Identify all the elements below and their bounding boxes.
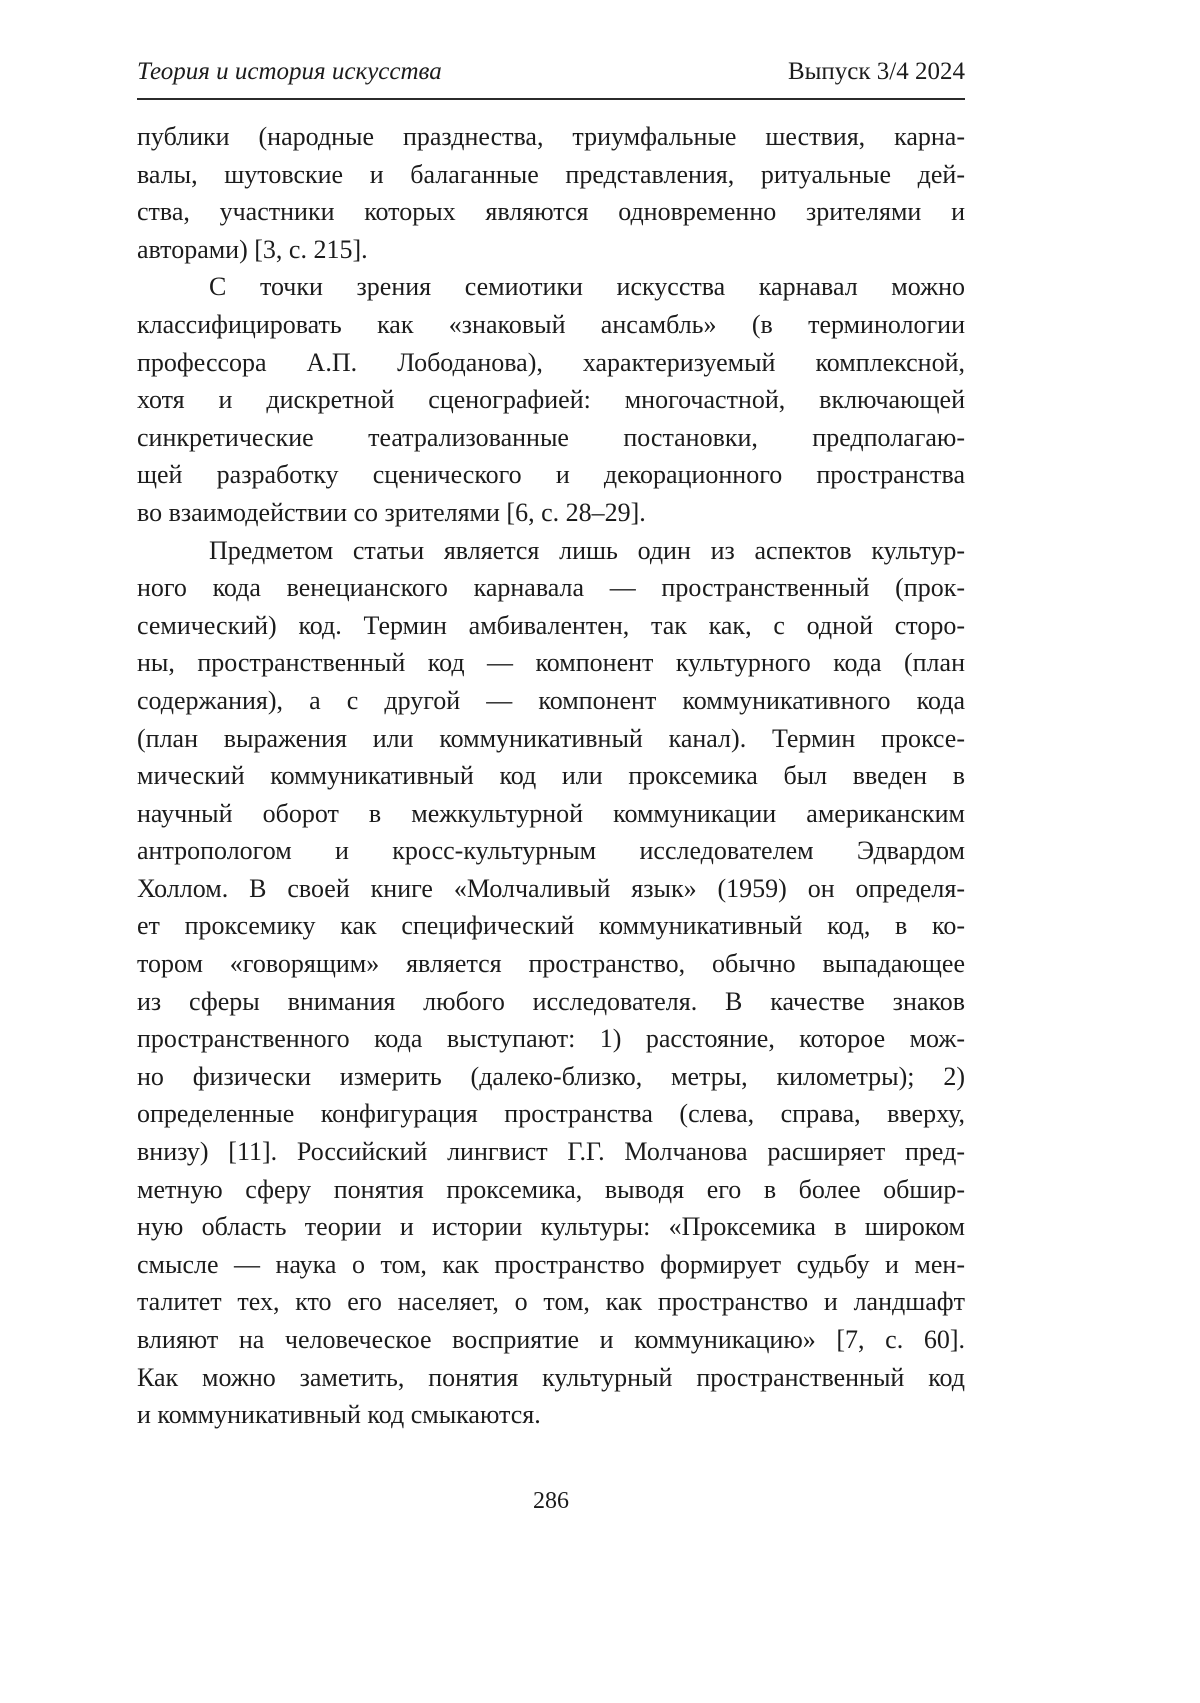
text-line: Холлом. В своей книге «Молчаливый язык» (1959) он определя-	[137, 873, 965, 903]
text-line: содержания), а с другой — компонент коммуникативного кода	[137, 685, 965, 715]
text-line: внизу) [11]. Российский лингвист Г.Г. Молчанова расширяет пред-	[137, 1137, 965, 1167]
header-rule	[137, 98, 965, 100]
text-line: Как можно заметить, понятия культурный пространственный код	[137, 1362, 965, 1392]
text-line: хотя и дискретной сценографией: многочастной, включающей	[137, 385, 965, 415]
text-line: С точки зрения семиотики искусства карнавал можно	[209, 272, 965, 302]
text-line: метную сферу понятия проксемика, выводя его в более обшир-	[137, 1174, 965, 1204]
article-body	[137, 118, 965, 1434]
paragraph	[137, 532, 965, 1434]
text-line: семический) код. Термин амбивалентен, так как, с одной сторо-	[137, 610, 965, 640]
text-line: определенные конфигурация пространства (слева, справа, вверху,	[137, 1099, 965, 1129]
text-line: научный оборот в межкультурной коммуникации американским	[137, 798, 965, 828]
paragraph	[137, 118, 965, 268]
text-line: тором «говорящим» является пространство, обычно выпадающее	[137, 949, 965, 979]
text-line: из сферы внимания любого исследователя. В качестве знаков	[137, 986, 965, 1016]
text-line: но физически измерить (далеко-близко, метры, километры); 2)	[137, 1061, 965, 1091]
running-title: Теория и история искусства	[137, 58, 442, 85]
text-line: и коммуникативный код смыкаются.	[137, 1400, 541, 1430]
text-line: ны, пространственный код — компонент культурного кода (план	[137, 648, 965, 678]
text-line: влияют на человеческое восприятие и коммуникацию» [7, с. 60].	[137, 1325, 965, 1354]
page-footer	[137, 1488, 965, 1515]
text-line: ную область теории и истории культуры: «Проксемика в широком	[137, 1212, 965, 1242]
issue-label: Выпуск 3/4 2024	[787, 58, 965, 85]
text-line: авторами) [3, с. 215].	[137, 234, 368, 264]
text-line: (план выражения или коммуникативный канал). Термин проксе-	[137, 723, 965, 753]
text-line: во взаимодействии со зрителями [6, с. 28–29].	[137, 497, 646, 527]
text-line: ного кода венецианского карнавала — пространственный (прок-	[137, 573, 965, 603]
text-line: публики (народные празднества, триумфальные шествия, карна-	[137, 122, 965, 151]
text-line: ет проксемику как специфический коммуникативный код, в ко-	[137, 911, 965, 941]
paragraph	[137, 268, 965, 531]
text-line: Предметом статьи является лишь один из аспектов культур-	[209, 535, 965, 565]
text-line: синкретические театрализованные постановки, предполагаю-	[137, 422, 965, 452]
text-line: пространственного кода выступают: 1) расстояние, которое мож-	[137, 1024, 965, 1054]
text-line: мический коммуникативный код или проксемика был введен в	[137, 761, 965, 791]
running-header	[137, 58, 965, 86]
text-line: смысле — наука о том, как пространство формирует судьбу и мен-	[137, 1249, 965, 1279]
text-line: антропологом и кросс-культурным исследователем Эдвардом	[137, 836, 965, 866]
text-line: талитет тех, кто его населяет, о том, как пространство и ландшафт	[137, 1287, 965, 1317]
text-line: валы, шутовские и балаганные представления, ритуальные дей-	[137, 159, 965, 189]
text-line: профессора А.П. Лободанова), характеризуемый комплексной,	[137, 347, 965, 377]
text-line: классифицировать как «знаковый ансамбль» (в терминологии	[137, 309, 965, 339]
page-number: 286	[533, 1488, 569, 1514]
text-line: ства, участники которых являются одновременно зрителями и	[137, 197, 965, 227]
text-line: щей разработку сценического и декорационного пространства	[137, 460, 965, 490]
